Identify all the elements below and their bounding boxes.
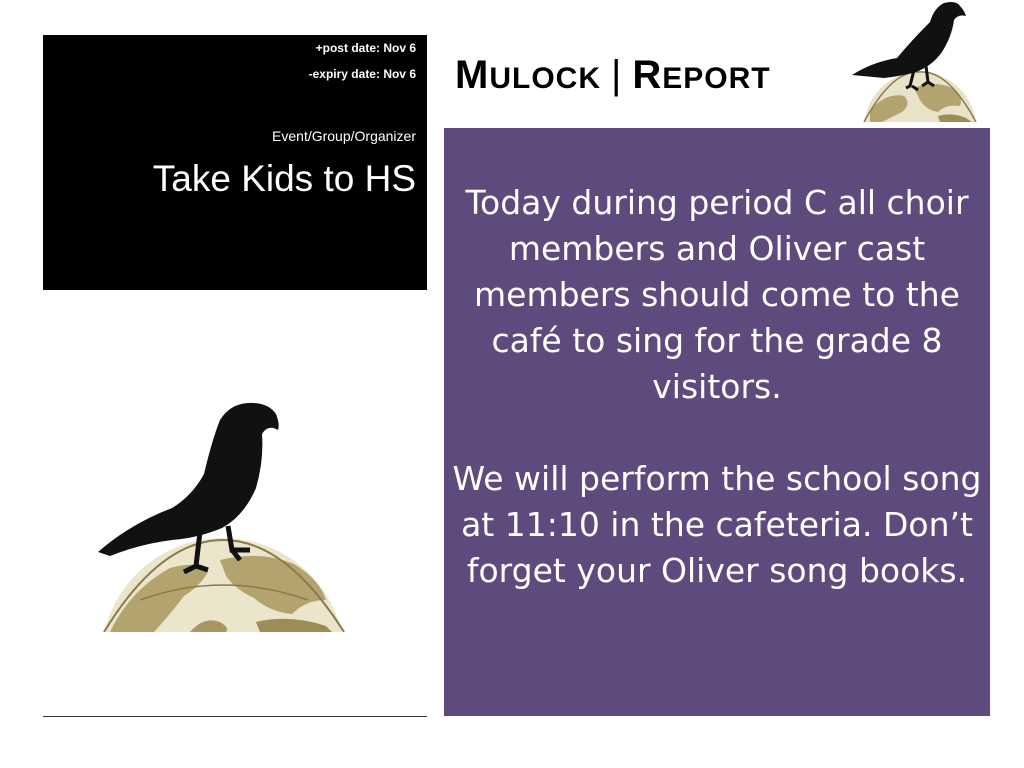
globe-icon [864,72,976,122]
title-separator: | [610,53,623,97]
crow-on-globe-logo-top [842,0,992,122]
crow-on-globe-logo-large [80,400,365,635]
globe-icon [101,538,345,635]
title-initial-m: M [455,53,490,97]
expiry-date: -expiry date: Nov 6 [308,67,416,81]
announcement-paragraph-1: Today during period C all choir members and Oliver cast members should come to the café to sing for the grade 8 visitors. [465,183,969,406]
announcement-box [444,128,990,716]
event-info-panel [43,35,427,290]
divider [43,716,427,717]
title-word-report: EPORT [662,62,771,95]
announcement-paragraph-2: We will perform the school song at 11:10 in the cafeteria. Don’t forget your Oliver song books. [452,459,982,590]
event-title: Take Kids to HS [152,158,416,199]
organizer-label: Event/Group/Organizer [272,128,416,144]
title-word-mulock: ULOCK [489,62,601,95]
post-date: +post date: Nov 6 [315,41,416,55]
report-title [455,50,771,100]
title-initial-r: R [632,53,663,97]
